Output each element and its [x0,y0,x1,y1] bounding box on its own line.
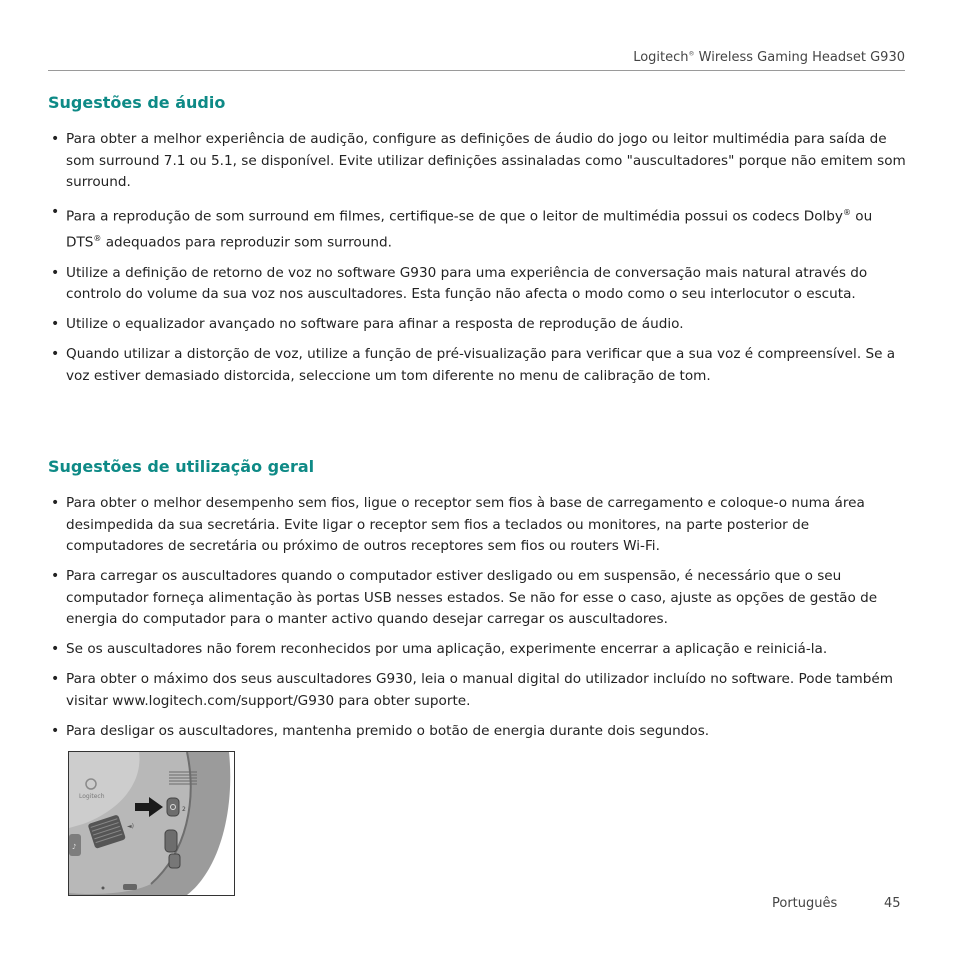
button-label: 2 [182,806,186,813]
headset-power-button-illustration [68,751,235,896]
list-item: • Para obter o máximo dos seus auscultadores G930, leia o manual digital do utilizador incluído no software. Pode também visitar www.logitech.com/support/G930 para obter suporte. [48,669,910,712]
list-item-text: Para a reprodução de som surround em filmes, certifique-se de que o leitor de multimédia possui os codecs Dolby [66,208,843,225]
logo-text: Logitech [79,793,105,800]
list-item: • Se os auscultadores não forem reconhecidos por uma aplicação, experimente encerrar a aplicação e reiniciá-la. [48,639,910,661]
mode-button [169,854,180,868]
header-product: Wireless Gaming Headset G930 [698,50,905,65]
list-item-text: ou DTS [66,208,873,251]
power-button [167,798,179,816]
list-item: • Para desligar os auscultadores, mantenha premido o botão de energia durante dois segundos. [48,721,910,743]
g-button [165,830,177,852]
list-item: • Para carregar os auscultadores quando o computador estiver desligado ou em suspensão, é necessário que o seu computador forneça alimentação às portas USB nesses estados. Se não for esse o caso, ajuste as opções de gestão de energia do computador para o manter activo quando desejar carregar os auscultadores. [48,566,910,631]
general-tips-list [48,493,910,751]
mic-icon: ♪ [72,843,77,851]
registered-mark: ® [842,208,851,217]
footer-language: Português [772,896,838,911]
list-item-text: adequados para reproduzir som surround. [101,234,392,251]
registered-mark: ® [93,234,102,244]
section-title-general-tips: Sugestões de utilização geral [48,457,315,476]
list-item: • Utilize a definição de retorno de voz no software G930 para uma experiência de conversação mais natural através do controlo do volume da sua voz nos auscultadores. Esta função não afecta o modo como o seu interlocutor o escuta. [48,263,910,306]
section-title-audio-tips: Sugestões de áudio [48,93,226,112]
headset-illustration [69,752,234,895]
list-item: • Para obter o melhor desempenho sem fios, ligue o receptor sem fios à base de carregamento e coloque-o numa área desimpedida da sua secretária. Evite ligar o receptor sem fios a teclados ou monitores, na parte posterior de computadores de secretária ou próximo de outros receptores sem fios ou routers Wi-Fi. [48,493,910,558]
audio-tips-list [48,129,910,396]
header-trademark: ® [688,50,695,58]
list-item: • Para obter a melhor experiência de audição, configure as definições de áudio do jogo ou leitor multimédia para saída de som surround 7.1 ou 5.1, se disponível. Evite utilizar definições assinaladas como "auscultadores" porque não emitem som surround. [48,129,910,194]
usb-port [123,884,137,890]
indicator-light [102,887,105,890]
list-item [48,202,910,254]
list-item: • Quando utilizar a distorção de voz, utilize a função de pré-visualização para verificar que a sua voz é compreensível. Se a voz estiver demasiado distorcida, seleccione um tom diferente no menu de calibração de tom. [48,344,910,387]
running-header [48,50,905,71]
header-brand: Logitech [633,50,689,65]
page-number: 45 [884,896,901,911]
list-item: • Utilize o equalizador avançado no software para afinar a resposta de reprodução de áudio. [48,314,910,336]
volume-icon: ◄) [127,823,134,830]
